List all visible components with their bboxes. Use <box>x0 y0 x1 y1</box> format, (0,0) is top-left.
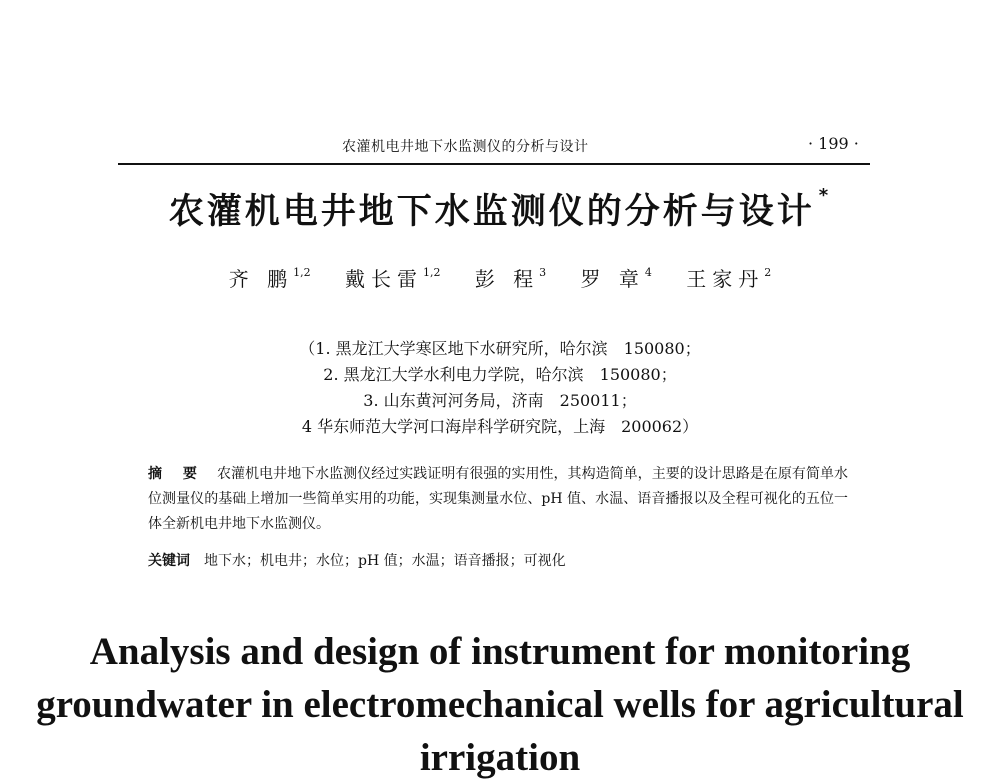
author-name: 彭 程 <box>474 267 540 291</box>
author-name: 齐 鹏 <box>228 267 294 291</box>
running-title: 农灌机电井地下水监测仪的分析与设计 <box>342 139 589 155</box>
english-title: Analysis and design of instrument for monitoring groundwater in electromechanical wells for agricultural irrigation <box>36 630 964 779</box>
abstract-text: 农灌机电井地下水监测仪经过实践证明有很强的实用性，其构造简单，主要的设计思路是在原有简单水位测量仪的基础上增加一些简单实用的功能，实现集测量水位、pH 值、水温、语音播报以及全程可视化的五位一体全新机电井地下水监测仪。 <box>148 466 849 532</box>
affiliation-list <box>0 336 1000 440</box>
affiliation-line: 3. 山东黄河河务局，济南 250011； <box>363 391 637 410</box>
title-footnote-mark: * <box>818 185 832 206</box>
abstract-label: 摘 要 <box>148 466 205 482</box>
chinese-title <box>0 184 1000 234</box>
author-affiliation: 3 <box>539 266 547 279</box>
affiliation-line: （1. 黑龙江大学寒区地下水研究所，哈尔滨 150080； <box>299 339 701 358</box>
author-affiliation: 1,2 <box>422 266 441 279</box>
keywords-label: 关键词 <box>148 553 190 569</box>
keywords <box>148 550 848 572</box>
author <box>345 267 441 291</box>
author <box>229 267 311 291</box>
header-rule <box>118 163 870 165</box>
author-affiliation: 4 <box>644 266 652 279</box>
author-affiliation: 2 <box>764 266 772 279</box>
page-number: · 199 · <box>808 134 859 153</box>
keywords-text: 地下水；机电井；水位；pH 值；水温；语音播报；可视化 <box>204 553 566 569</box>
author-list <box>0 263 1000 292</box>
author <box>475 267 546 291</box>
affiliation-line: 2. 黑龙江大学水利电力学院，哈尔滨 150080； <box>323 365 677 384</box>
author-name: 王家丹 <box>686 267 765 291</box>
author <box>581 267 652 291</box>
abstract <box>148 462 848 537</box>
author-name: 罗 章 <box>580 267 645 291</box>
author-name: 戴长雷 <box>344 267 423 291</box>
affiliation-line: 4 华东师范大学河口海岸科学研究院，上海 200062） <box>301 417 699 436</box>
author <box>686 267 771 291</box>
author-affiliation: 1,2 <box>293 266 311 279</box>
chinese-title-text: 农灌机电井地下水监测仪的分析与设计 <box>168 192 815 232</box>
